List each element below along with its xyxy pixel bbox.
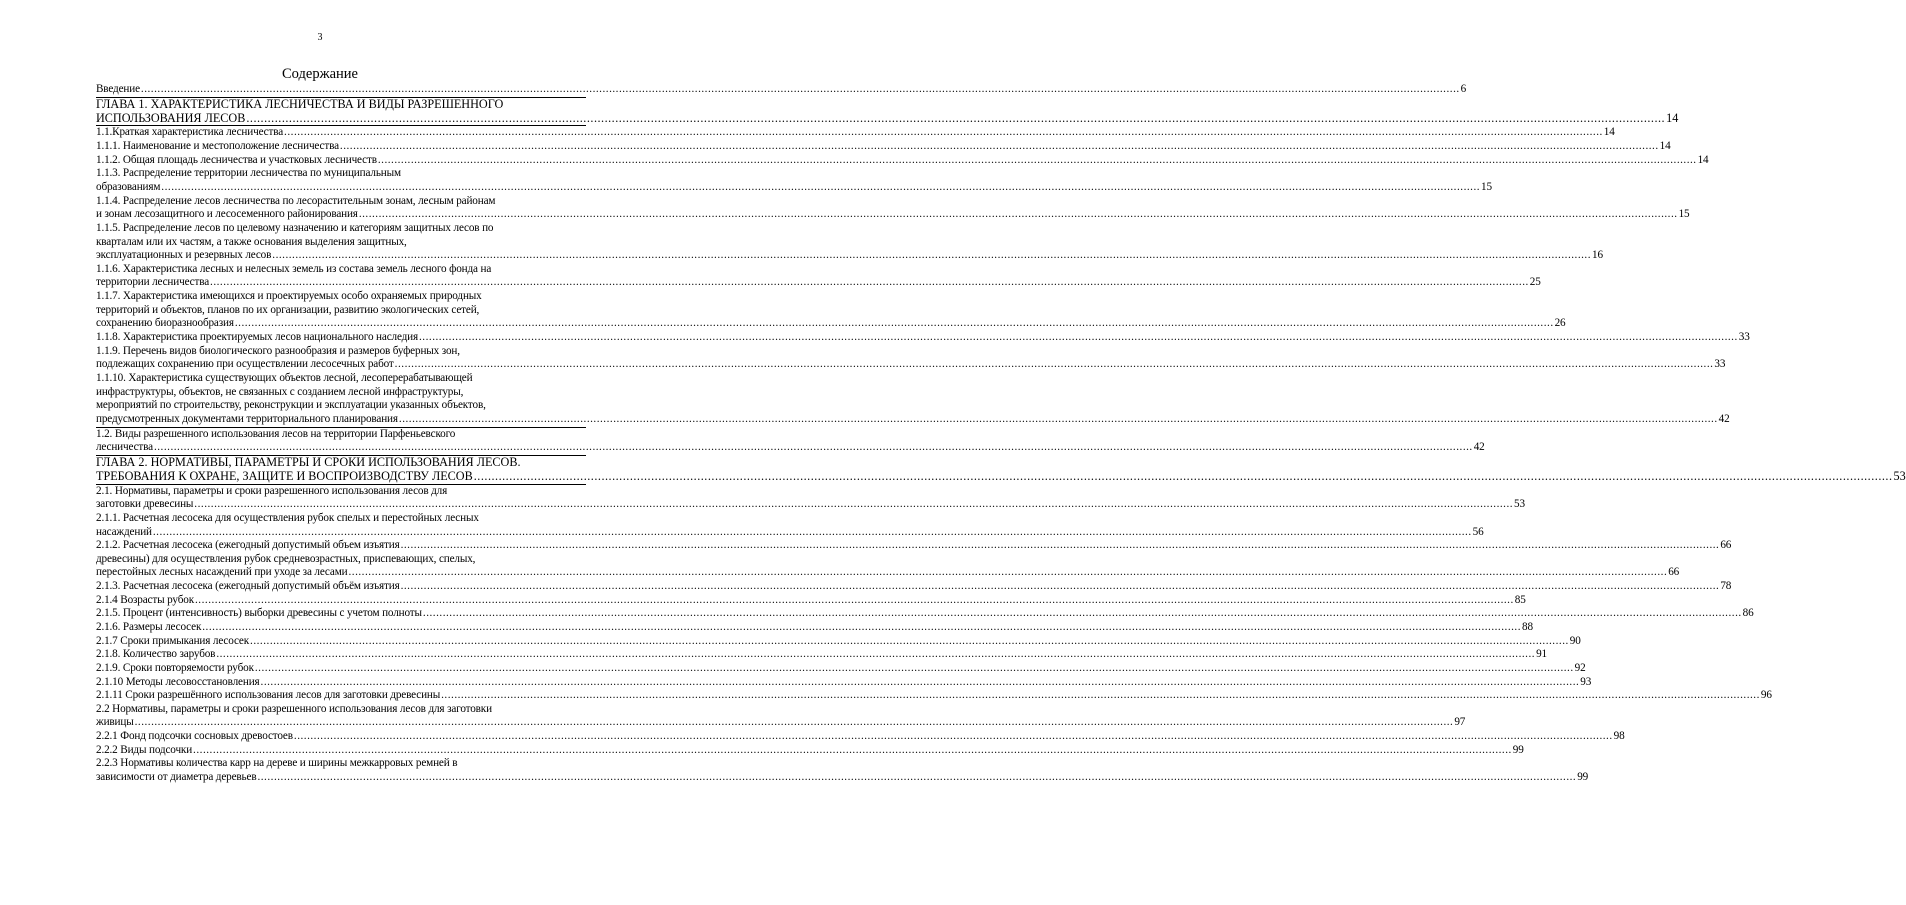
- toc-entry[interactable]: [96, 153, 1709, 168]
- toc-page-number: 66: [1668, 566, 1680, 579]
- toc-page-number: 15: [1678, 208, 1690, 221]
- dot-leader: ................................................................................................................................................................................................................................................................................................................................................................................................................: [254, 661, 1574, 674]
- toc-entry-text: заготовки древесины: [96, 498, 194, 511]
- toc-entry[interactable]: [96, 539, 1732, 580]
- toc-entry[interactable]: [96, 648, 1547, 662]
- dot-leader: ................................................................................................................................................................................................................................................................................................................................................................................................................: [400, 580, 1720, 593]
- toc-page-number: 33: [1714, 358, 1726, 371]
- toc-entry-text: 2.1.6. Размеры лесосек: [96, 620, 202, 633]
- toc-entry-text: 2.2.1 Фонд подсочки сосновых древостоев: [96, 730, 293, 743]
- toc-entry[interactable]: [96, 675, 1592, 690]
- toc-entry-text: 1.1.9. Перечень видов биологического разнообразия и размеров буферных зон,: [96, 344, 460, 357]
- toc-page-number: 53: [1893, 468, 1906, 483]
- toc-page-number: 90: [1569, 634, 1581, 647]
- toc-entry-text: 1.1.Краткая характеристика лесничества: [96, 126, 284, 139]
- toc-entry[interactable]: [96, 634, 1581, 649]
- toc-page-number: 97: [1454, 716, 1466, 729]
- dot-leader: ................................................................................................................................................................................................................................................................................................................................................................................................................: [377, 153, 1697, 166]
- dot-leader: ................................................................................................................................................................................................................................................................................................................................................................................................................: [161, 180, 1481, 193]
- toc-entry[interactable]: [96, 454, 1906, 484]
- toc-entry-text: 2.1.3. Расчетная лесосека (ежегодный допустимый объём изъятия: [96, 580, 400, 593]
- dot-leader: ................................................................................................................................................................................................................................................................................................................................................................................................................: [193, 743, 1512, 756]
- toc-entry-text: сохранению биоразнообразия: [96, 317, 234, 330]
- toc-entry[interactable]: [96, 194, 1690, 222]
- toc-entry-text: подлежащих сохранению при осуществлении лесосечных работ: [96, 358, 394, 371]
- toc-entry[interactable]: [96, 620, 1533, 635]
- toc-entry-text: насаждений: [96, 525, 152, 538]
- toc-entry[interactable]: [96, 96, 1679, 126]
- toc-page-number: 86: [1742, 607, 1754, 620]
- toc-entry-text: образованиям: [96, 180, 161, 193]
- toc-entry-text: 2.1.7 Сроки примыкания лесосек: [96, 634, 250, 647]
- toc-entry-text: 2.1.1. Расчетная лесосека для осуществления рубок спелых и перестойных лесных: [96, 511, 479, 524]
- dot-leader: ................................................................................................................................................................................................................................................................................................................................................................................................................: [210, 276, 1529, 289]
- toc-entry-text: зависимости от диаметра деревьев: [96, 771, 257, 784]
- toc-entry[interactable]: [96, 331, 1750, 345]
- toc-entry-text: 2.1.10 Методы лесовосстановления: [96, 675, 260, 688]
- toc-entry-text: 2.2 Нормативы, параметры и сроки разрешенного использования лесов для заготовки: [96, 702, 492, 715]
- toc-entry[interactable]: [96, 484, 1525, 512]
- toc-entry[interactable]: [96, 730, 1625, 744]
- toc-page-number: 14: [1603, 126, 1615, 139]
- dot-leader: ................................................................................................................................................................................................................................................................................................................................................................................................................: [473, 468, 1893, 483]
- dot-leader: ................................................................................................................................................................................................................................................................................................................................................................................................................: [153, 441, 1473, 454]
- toc-entry-text: и зонам лесозащитного и лесосеменного районирования: [96, 208, 358, 221]
- toc-entry-text: ГЛАВА 1. ХАРАКТЕРИСТИКА ЛЕСНИЧЕСТВА И ВИДЫ РАЗРЕШЕННОГО: [96, 96, 504, 111]
- toc-entry-text: 2.1.5. Процент (интенсивность) выборки древесины с учетом полноты: [96, 607, 422, 620]
- toc-page-number: 14: [1666, 110, 1679, 125]
- toc-entry-text: 2.1.8. Количество зарубов: [96, 648, 216, 661]
- toc-entry[interactable]: [96, 607, 1754, 621]
- dot-leader: ................................................................................................................................................................................................................................................................................................................................................................................................................: [202, 620, 1521, 633]
- dot-leader: ................................................................................................................................................................................................................................................................................................................................................................................................................: [272, 249, 1592, 262]
- dot-leader: ................................................................................................................................................................................................................................................................................................................................................................................................................: [398, 412, 1718, 425]
- toc-entry[interactable]: [96, 83, 1467, 97]
- toc-entry-text: 1.1.4. Распределение лесов лесничества по лесорастительным зонам, лесным районам: [96, 194, 496, 207]
- toc-entry[interactable]: [96, 262, 1541, 290]
- toc-entry[interactable]: [96, 125, 1615, 140]
- toc-entry-text: 1.1.3. Распределение территории лесничества по муниципальным: [96, 167, 401, 180]
- dot-leader: ................................................................................................................................................................................................................................................................................................................................................................................................................: [339, 140, 1659, 153]
- toc-entry-text: ТРЕБОВАНИЯ К ОХРАНЕ, ЗАЩИТЕ И ВОСПРОИЗВОДСТВУ ЛЕСОВ: [96, 468, 473, 483]
- toc-entry[interactable]: [96, 221, 1603, 263]
- dot-leader: ................................................................................................................................................................................................................................................................................................................................................................................................................: [195, 593, 1514, 606]
- toc-entry-text: лесничества: [96, 441, 153, 454]
- dot-leader: ................................................................................................................................................................................................................................................................................................................................................................................................................: [152, 525, 1472, 538]
- toc-page-number: 53: [1514, 498, 1525, 511]
- dot-leader: ................................................................................................................................................................................................................................................................................................................................................................................................................: [293, 730, 1613, 743]
- toc-page-number: 98: [1613, 730, 1625, 743]
- toc-entry-text: 1.1.10. Характеристика существующих объектов лесной, лесоперерабатывающей: [96, 371, 473, 384]
- dot-leader: ................................................................................................................................................................................................................................................................................................................................................................................................................: [234, 317, 1554, 330]
- dot-leader: ................................................................................................................................................................................................................................................................................................................................................................................................................: [250, 634, 1569, 647]
- toc-page-number: 99: [1577, 771, 1589, 784]
- toc-entry[interactable]: [96, 580, 1732, 594]
- toc-entry-text: 1.1.6. Характеристика лесных и нелесных земель из состава земель лесного фонда на: [96, 262, 492, 275]
- toc-page-number: 56: [1472, 525, 1484, 538]
- toc-entry-text: 2.1.4 Возрасты рубок: [96, 593, 194, 606]
- toc-entry[interactable]: [96, 661, 1586, 676]
- toc-entry-text: кварталам или их частям, а также основания выделения защитных,: [96, 235, 407, 248]
- page-number: 3: [317, 32, 323, 43]
- toc-entry[interactable]: [96, 344, 1726, 372]
- toc-entry-text: 1.1.2. Общая площадь лесничества и участковых лесничеств: [96, 153, 377, 166]
- dot-leader: ................................................................................................................................................................................................................................................................................................................................................................................................................: [394, 358, 1714, 371]
- toc-page-number: 26: [1554, 317, 1566, 330]
- toc-entry-text: ИСПОЛЬЗОВАНИЯ ЛЕСОВ: [96, 110, 246, 125]
- dot-leader: ................................................................................................................................................................................................................................................................................................................................................................................................................: [257, 771, 1577, 784]
- page-title: Содержание: [282, 66, 358, 82]
- toc-entry-text: ГЛАВА 2. НОРМАТИВЫ, ПАРАМЕТРЫ И СРОКИ ИСПОЛЬЗОВАНИЯ ЛЕСОВ.: [96, 454, 521, 469]
- toc-entry-text: территорий и объектов, планов по их организации, развитию экологических сетей,: [96, 303, 480, 316]
- toc-entry[interactable]: [96, 140, 1671, 154]
- toc-page-number: 25: [1529, 276, 1541, 289]
- table-of-contents: [96, 83, 1906, 785]
- toc-entry-text: мероприятий по строительству, реконструкции и эксплуатации указанных объектов,: [96, 399, 486, 412]
- toc-entry-text: территории лесничества: [96, 276, 210, 289]
- dot-leader: ................................................................................................................................................................................................................................................................................................................................................................................................................: [140, 83, 1460, 95]
- dot-leader: ................................................................................................................................................................................................................................................................................................................................................................................................................: [246, 110, 1666, 125]
- toc-page-number: 88: [1522, 620, 1533, 633]
- toc-entry[interactable]: [96, 427, 1485, 455]
- toc-entry[interactable]: [96, 593, 1526, 608]
- toc-page-number: 6: [1460, 83, 1467, 95]
- toc-entry-text: 1.1.1. Наименование и местоположение лесничества: [96, 140, 339, 153]
- toc-page-number: 92: [1574, 661, 1586, 674]
- toc-entry-text: Введение: [96, 83, 140, 95]
- toc-entry-text: 2.2.3 Нормативы количества карр на дереве и ширины межкарровых ремней в: [96, 757, 458, 770]
- toc-page-number: 14: [1697, 153, 1709, 166]
- toc-entry[interactable]: [96, 757, 1589, 784]
- toc-entry-text: 2.1.2. Расчетная лесосека (ежегодный допустимый объем изъятия: [96, 539, 400, 552]
- toc-entry-text: перестойных лесных насаждений при уходе за лесами: [96, 566, 348, 579]
- toc-entry-text: инфраструктуры, объектов, не связанных с созданием лесной инфраструктуры,: [96, 385, 464, 398]
- toc-page-number: 33: [1738, 331, 1750, 344]
- toc-entry-text: 2.1. Нормативы, параметры и сроки разрешенного использования лесов для: [96, 484, 448, 497]
- toc-page-number: 15: [1481, 180, 1492, 193]
- toc-entry[interactable]: [96, 371, 1730, 427]
- dot-leader: ................................................................................................................................................................................................................................................................................................................................................................................................................: [348, 566, 1668, 579]
- toc-entry-text: древесины) для осуществления рубок средневозрастных, приспевающих, спелых,: [96, 552, 476, 565]
- toc-entry-text: 1.2. Виды разрешенного использования лесов на территории Парфеньевского: [96, 427, 456, 440]
- dot-leader: ................................................................................................................................................................................................................................................................................................................................................................................................................: [358, 208, 1678, 221]
- toc-entry[interactable]: [96, 743, 1524, 758]
- toc-page-number: 78: [1720, 580, 1732, 593]
- toc-entry[interactable]: [96, 702, 1466, 730]
- toc-page-number: 93: [1580, 675, 1592, 688]
- toc-entry-text: 1.1.7. Характеристика имеющихся и проектируемых особо охраняемых природных: [96, 290, 482, 303]
- toc-page-number: 14: [1659, 140, 1671, 153]
- dot-leader: ................................................................................................................................................................................................................................................................................................................................................................................................................: [134, 716, 1454, 729]
- dot-leader: ................................................................................................................................................................................................................................................................................................................................................................................................................: [194, 498, 1514, 511]
- toc-entry-text: живицы: [96, 716, 134, 729]
- toc-entry[interactable]: [96, 167, 1492, 194]
- toc-entry-text: 2.1.9. Сроки повторяемости рубок: [96, 661, 254, 674]
- toc-entry-text: 1.1.8. Характеристика проектируемых лесов национального наследия: [96, 331, 418, 344]
- toc-entry-text: предусмотренных документами территориального планирования: [96, 412, 398, 425]
- toc-page-number: 16: [1592, 249, 1603, 262]
- toc-page-number: 42: [1718, 412, 1730, 425]
- toc-page-number: 85: [1514, 593, 1526, 606]
- dot-leader: ................................................................................................................................................................................................................................................................................................................................................................................................................: [284, 126, 1603, 139]
- toc-entry[interactable]: [96, 689, 1772, 703]
- dot-leader: ................................................................................................................................................................................................................................................................................................................................................................................................................: [216, 648, 1536, 661]
- toc-entry-text: 2.1.11 Сроки разрешённого использования лесов для заготовки древесины: [96, 689, 441, 702]
- toc-entry-text: 2.2.2 Виды подсочки: [96, 743, 193, 756]
- toc-entry-text: эксплуатационных и резервных лесов: [96, 249, 272, 262]
- toc-page-number: 42: [1473, 441, 1485, 454]
- toc-entry-text: 1.1.5. Распределение лесов по целевому назначению и категориям защитных лесов по: [96, 221, 494, 234]
- toc-entry[interactable]: [96, 290, 1566, 331]
- dot-leader: ................................................................................................................................................................................................................................................................................................................................................................................................................: [419, 331, 1738, 344]
- toc-page-number: 66: [1720, 539, 1732, 552]
- toc-page-number: 99: [1512, 743, 1524, 756]
- dot-leader: ................................................................................................................................................................................................................................................................................................................................................................................................................: [400, 539, 1720, 552]
- toc-page-number: 91: [1536, 648, 1547, 661]
- dot-leader: ................................................................................................................................................................................................................................................................................................................................................................................................................: [441, 689, 1760, 702]
- toc-entry[interactable]: [96, 511, 1484, 539]
- toc-page-number: 96: [1760, 689, 1772, 702]
- dot-leader: ................................................................................................................................................................................................................................................................................................................................................................................................................: [260, 675, 1580, 688]
- dot-leader: ................................................................................................................................................................................................................................................................................................................................................................................................................: [422, 607, 1742, 620]
